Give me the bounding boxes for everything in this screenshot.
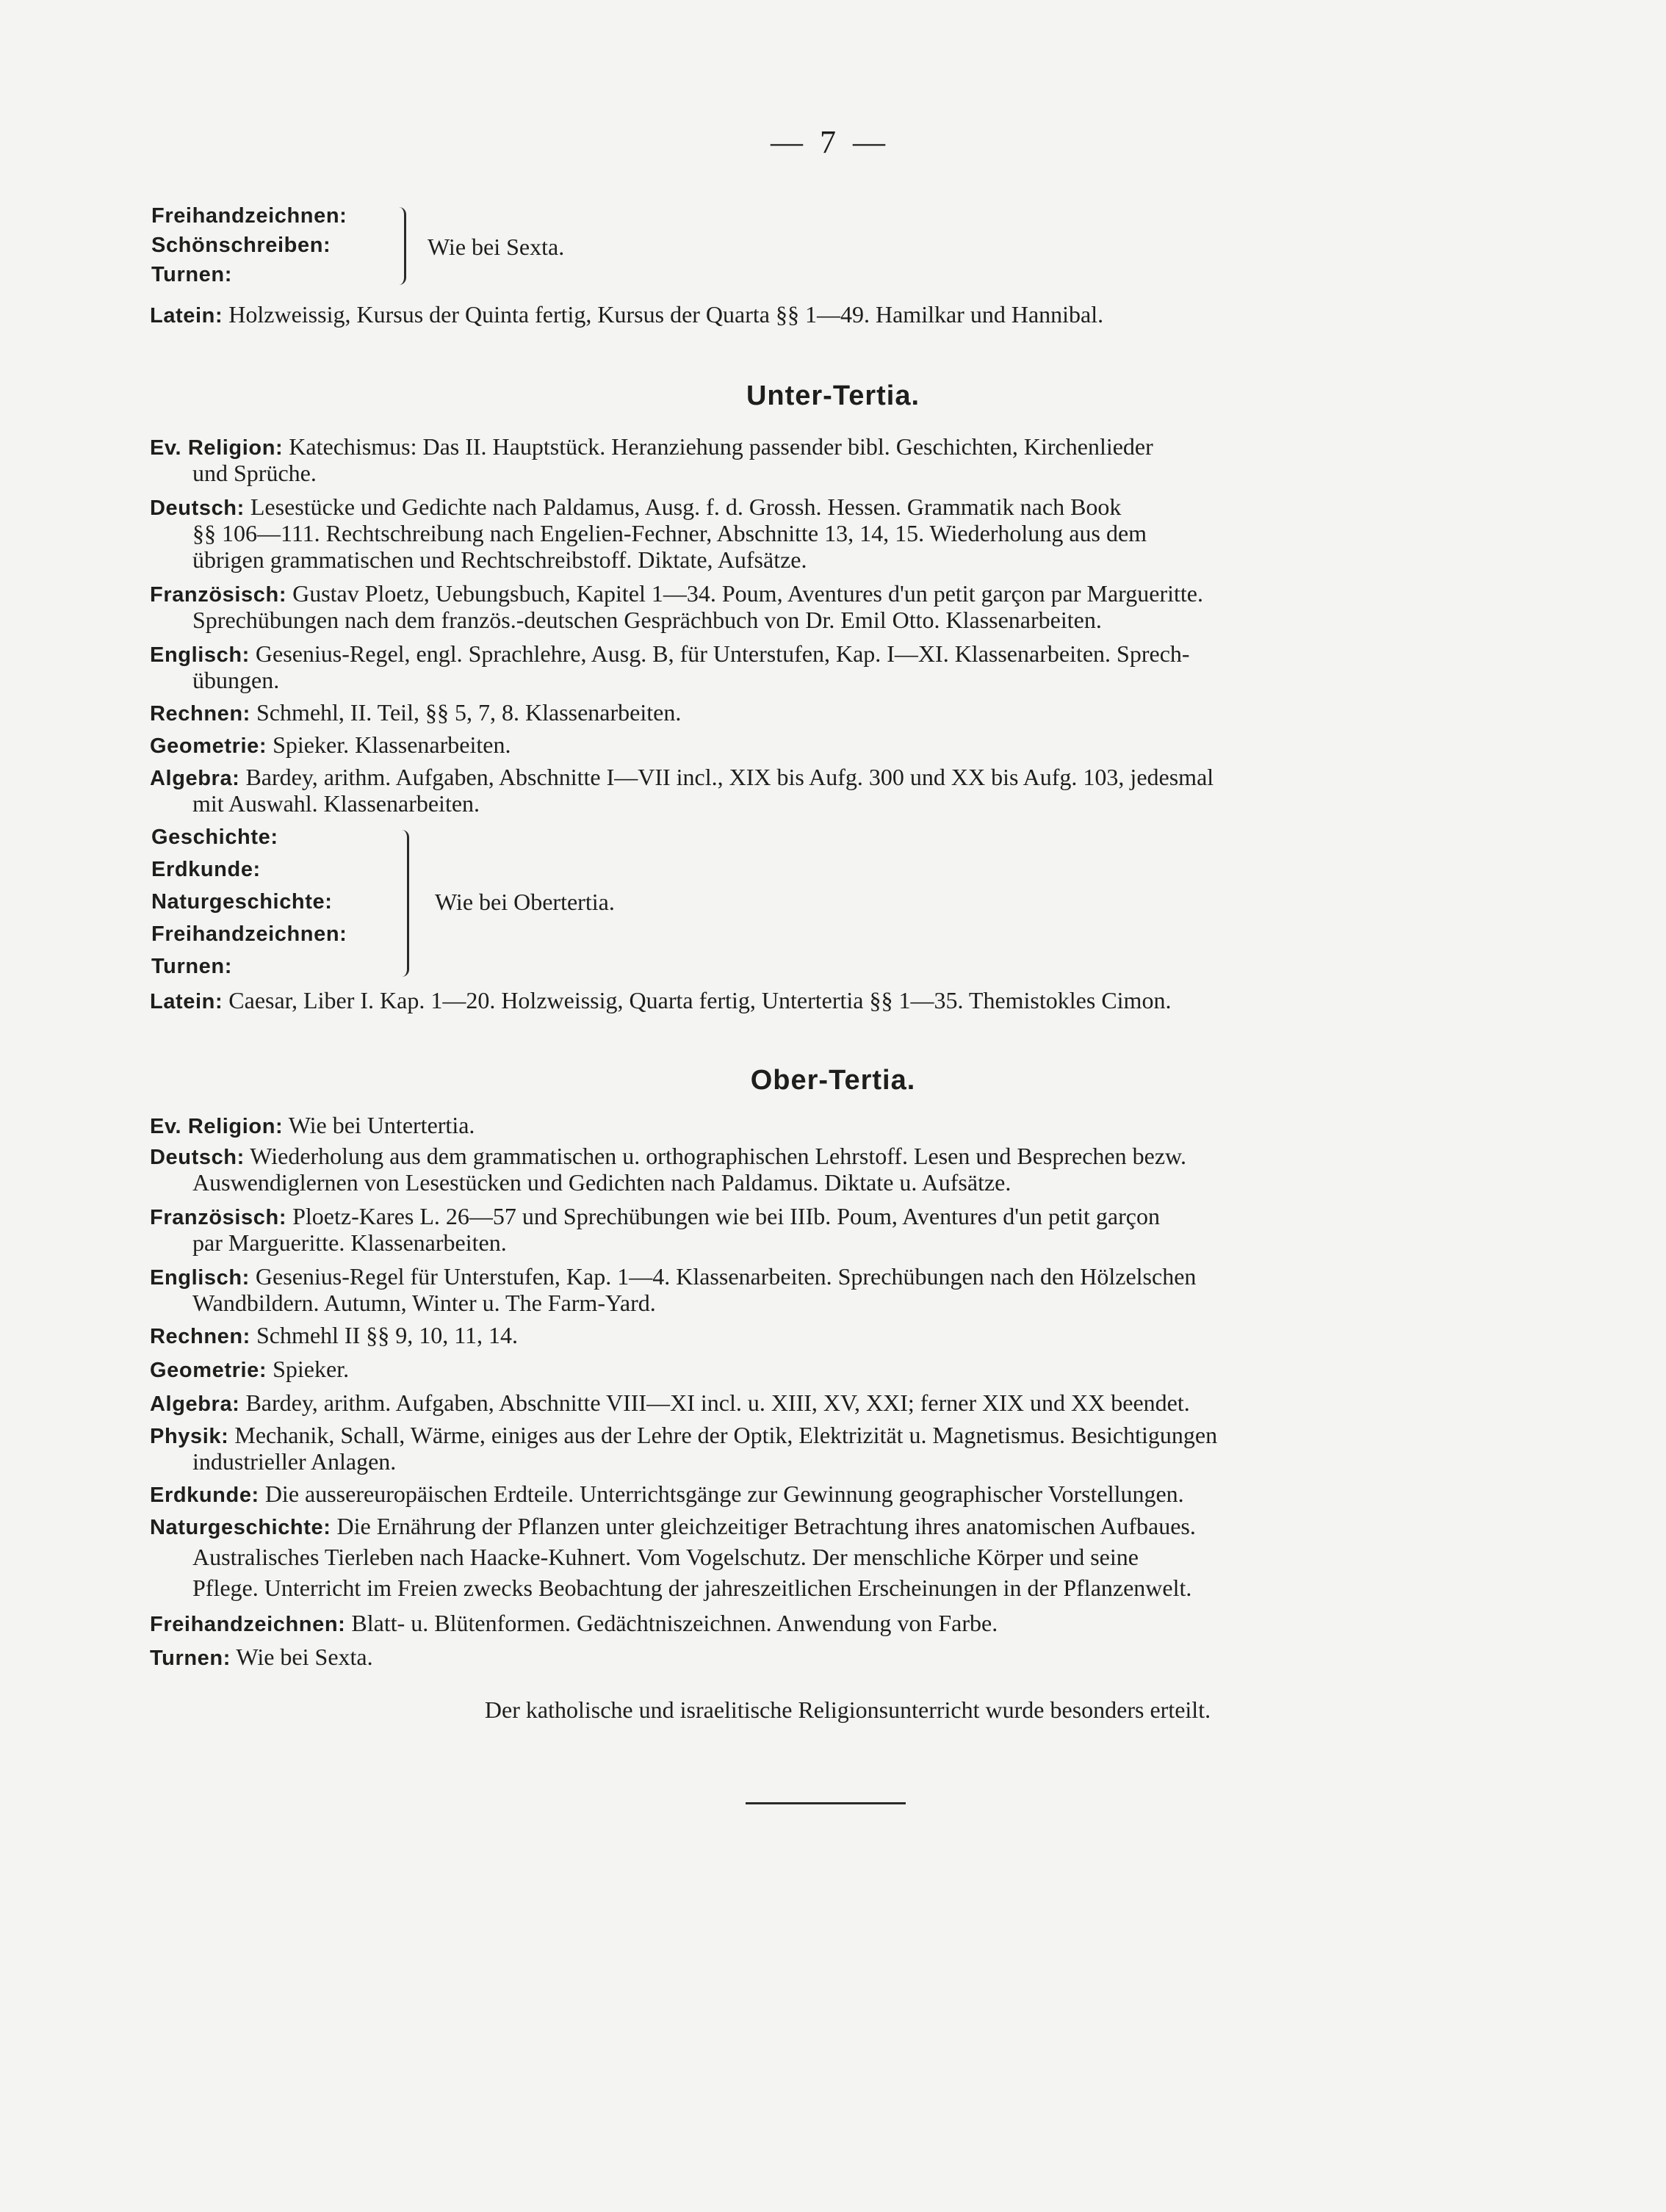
entry-rechnen <box>150 699 681 727</box>
entry-continuation: und Sprüche. <box>192 460 317 486</box>
grouping-brace <box>397 830 409 977</box>
entry-label: Algebra: <box>150 1392 240 1416</box>
section-heading-unter-tertia: Unter-Tertia. <box>746 380 920 411</box>
page-number: — 7 — <box>771 124 890 160</box>
entry-text: Mechanik, Schall, Wärme, einiges aus der Lehre der Optik, Elektrizität u. Magnetismus. Besichtigungen <box>228 1422 1218 1448</box>
entry-continuation: Pflege. Unterricht im Freien zwecks Beobachtung der jahreszeitlichen Erscheinungen in der Pflanzenwelt. <box>192 1575 1192 1601</box>
entry-text: Die aussereuropäischen Erdteile. Unterrichtsgänge zur Gewinnung geographischer Vorstellungen. <box>259 1481 1184 1507</box>
entry-text: Bardey, arithm. Aufgaben, Abschnitte VIII—XI incl. u. XIII, XV, XXI; ferner XIX und XX beendet. <box>239 1389 1190 1416</box>
entry-text: Caesar, Liber I. Kap. 1—20. Holzweissig, Quarta fertig, Untertertia §§ 1—35. Themistokles Cimon. <box>223 987 1172 1013</box>
entry-continuation: übrigen grammatischen und Rechtschreibstoff. Diktate, Aufsätze. <box>192 546 807 573</box>
entry-text: Blatt- u. Blütenformen. Gedächtniszeichnen. Anwendung von Farbe. <box>345 1610 998 1636</box>
entry-geometrie <box>150 731 511 759</box>
entry-continuation: industrieller Anlagen. <box>192 1448 397 1475</box>
entry-label: Französisch: <box>150 583 287 607</box>
label-freihandzeichnen: Freihandzeichnen: <box>151 204 347 228</box>
group-text: Wie bei Sexta. <box>428 234 565 260</box>
entry-label: Ev. Religion: <box>150 436 284 460</box>
entry-text: Die Ernährung der Pflanzen unter gleichzeitiger Betrachtung ihres anatomischen Aufbaues. <box>331 1513 1196 1539</box>
entry-text: Wie bei Sexta. <box>230 1644 373 1670</box>
label-schoenschreiben: Schönschreiben: <box>151 234 331 257</box>
entry-algebra <box>150 764 1214 792</box>
entry-ev-religion <box>150 1112 475 1140</box>
entry-text: Bardey, arithm. Aufgaben, Abschnitte I—VII incl., XIX bis Aufg. 300 und XX bis Aufg. 103, jedesmal <box>239 764 1214 790</box>
entry-continuation: Wandbildern. Autumn, Winter u. The Farm-Yard. <box>192 1290 656 1316</box>
section-heading-ober-tertia: Ober-Tertia. <box>750 1065 916 1096</box>
entry-label: Deutsch: <box>150 496 245 520</box>
entry-continuation: §§ 106—111. Rechtschreibung nach Engelien-Fechner, Abschnitte 13, 14, 15. Wiederholung aus dem <box>192 520 1147 546</box>
label-turnen: Turnen: <box>151 955 232 978</box>
entry-continuation: Auswendiglernen von Lesestücken und Gedichten nach Paldamus. Diktate u. Aufsätze. <box>192 1169 1012 1196</box>
entry-text: Lesestücke und Gedichte nach Paldamus, Ausg. f. d. Grossh. Hessen. Grammatik nach Book <box>244 494 1122 520</box>
entry-label: Freihandzeichnen: <box>150 1613 346 1636</box>
entry-label: Erdkunde: <box>150 1483 259 1507</box>
entry-physik <box>150 1422 1217 1450</box>
entry-geometrie <box>150 1356 349 1384</box>
entry-englisch <box>150 1263 1196 1291</box>
entry-continuation: Australisches Tierleben nach Haacke-Kuhnert. Vom Vogelschutz. Der menschliche Körper und seine <box>192 1544 1139 1570</box>
entry-franzoesisch <box>150 1203 1160 1231</box>
entry-naturgeschichte <box>150 1513 1196 1541</box>
entry-text: Wiederholung aus dem grammatischen u. orthographischen Lehrstoff. Lesen und Besprechen bezw. <box>244 1143 1187 1169</box>
entry-erdkunde <box>150 1481 1184 1508</box>
entry-text: Spieker. Klassenarbeiten. <box>267 731 511 758</box>
entry-text: Schmehl, II. Teil, §§ 5, 7, 8. Klassenarbeiten. <box>250 699 682 726</box>
label-turnen: Turnen: <box>151 263 232 286</box>
entry-rechnen <box>150 1322 518 1350</box>
entry-text: Gustav Ploetz, Uebungsbuch, Kapitel 1—34. Poum, Aventures d'un petit garçon par Margueritte. <box>286 580 1203 607</box>
entry-continuation: mit Auswahl. Klassenarbeiten. <box>192 790 480 817</box>
entry-label: Algebra: <box>150 767 240 790</box>
entry-text: Schmehl II §§ 9, 10, 11, 14. <box>250 1322 519 1348</box>
entry-text: Holzweissig, Kursus der Quinta fertig, Kursus der Quarta §§ 1—49. Hamilkar und Hannibal. <box>223 301 1104 328</box>
entry-label: Englisch: <box>150 643 250 667</box>
entry-text: Katechismus: Das II. Hauptstück. Heranziehung passender bibl. Geschichten, Kirchenlieder <box>283 433 1153 460</box>
entry-label: Turnen: <box>150 1647 231 1670</box>
entry-label: Französisch: <box>150 1206 287 1229</box>
entry-text: Gesenius-Regel, engl. Sprachlehre, Ausg. B, für Unterstufen, Kap. I—XI. Klassenarbeiten. Sprech- <box>249 640 1190 667</box>
closing-note: Der katholische und israelitische Religionsunterricht wurde besonders erteilt. <box>484 1696 1211 1723</box>
entry-turnen <box>150 1644 373 1671</box>
divider-rule <box>746 1802 906 1804</box>
entry-text: Gesenius-Regel für Unterstufen, Kap. 1—4. Klassenarbeiten. Sprechübungen nach den Hölzelschen <box>249 1263 1197 1290</box>
entry-latein <box>150 301 1103 329</box>
entry-franzoesisch <box>150 580 1203 608</box>
group-text: Wie bei Obertertia. <box>435 889 615 915</box>
entry-ev-religion <box>150 433 1153 461</box>
entry-deutsch <box>150 1143 1186 1171</box>
entry-label: Geometrie: <box>150 734 267 758</box>
entry-continuation: übungen. <box>192 667 280 693</box>
label-erdkunde: Erdkunde: <box>151 858 261 881</box>
entry-label: Rechnen: <box>150 1325 250 1348</box>
entry-label: Naturgeschichte: <box>150 1516 331 1539</box>
entry-deutsch <box>150 494 1121 521</box>
entry-label: Latein: <box>150 304 223 328</box>
entry-freihandzeichnen <box>150 1610 998 1638</box>
entry-label: Physik: <box>150 1425 229 1448</box>
entry-label: Englisch: <box>150 1266 250 1290</box>
entry-label: Latein: <box>150 990 223 1013</box>
entry-label: Ev. Religion: <box>150 1115 284 1138</box>
entry-label: Deutsch: <box>150 1146 245 1169</box>
entry-latein <box>150 987 1171 1015</box>
entry-continuation: par Margueritte. Klassenarbeiten. <box>192 1229 507 1256</box>
entry-text: Spieker. <box>267 1356 350 1382</box>
entry-continuation: Sprechübungen nach dem französ.-deutschen Gesprächbuch von Dr. Emil Otto. Klassenarbeiten. <box>192 607 1102 633</box>
grouping-brace <box>394 207 406 285</box>
label-naturgeschichte: Naturgeschichte: <box>151 890 333 914</box>
entry-label: Rechnen: <box>150 702 250 726</box>
entry-text: Ploetz-Kares L. 26—57 und Sprechübungen wie bei IIIb. Poum, Aventures d'un petit garçon <box>286 1203 1160 1229</box>
entry-text: Wie bei Untertertia. <box>283 1112 475 1138</box>
entry-label: Geometrie: <box>150 1359 267 1382</box>
entry-algebra <box>150 1389 1190 1417</box>
label-geschichte: Geschichte: <box>151 825 278 849</box>
entry-englisch <box>150 640 1190 668</box>
label-freihandzeichnen: Freihandzeichnen: <box>151 922 347 946</box>
